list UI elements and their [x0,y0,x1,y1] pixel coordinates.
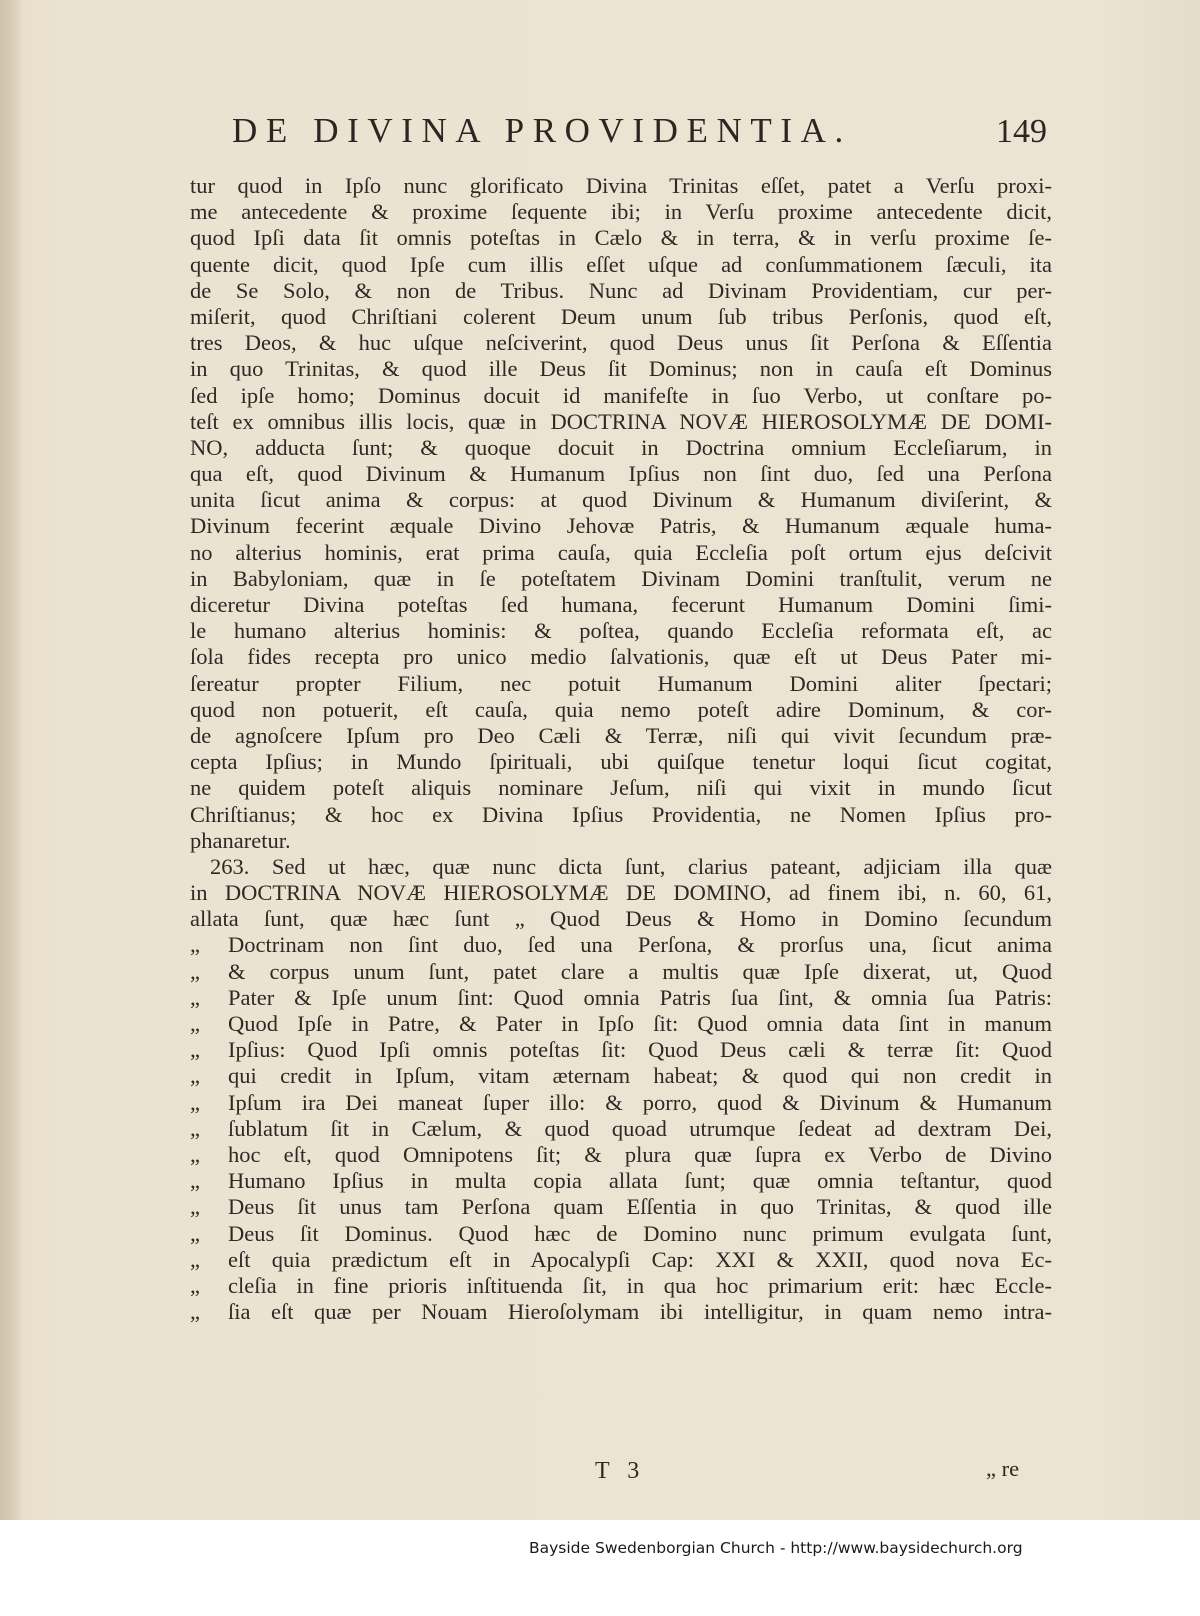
quoted-line [190,1037,1052,1063]
quoted-text: ſia eſt quæ per Nouam Hieroſolymam ibi intelligitur, in quam nemo intra- [228,1299,1052,1325]
text-line: de agnoſcere Ipſum pro Deo Cæli & Terræ, niſi qui vivit ſecundum præ- [190,722,1052,748]
quoted-line [190,1194,1052,1220]
quoted-line [190,1090,1052,1116]
text-line-last: phanaretur. [190,827,291,853]
quote-mark: „ [190,1141,200,1167]
quote-mark: „ [190,932,200,958]
quoted-text: Pater & Ipſe unum ſint: Quod omnia Patris ſua ſint, & omnia ſua Patris: [228,984,1052,1010]
signature-mark: T 3 [595,1458,646,1484]
quote-mark: „ [190,958,200,984]
quoted-line [190,932,1052,958]
quoted-line [190,985,1052,1011]
text-line: quente dicit, quod Ipſe cum illis eſſet uſque ad conſummationem ſæculi, ita [190,251,1052,277]
quoted-line [190,1063,1052,1089]
text-line: cepta Ipſius; in Mundo ſpirituali, ubi quiſque tenetur loqui ſicut cogitat, [190,749,1052,775]
text-line: diceretur Divina poteſtas ſed humana, fecerunt Humanum Domini ſimi- [190,592,1052,617]
quoted-line [190,1011,1052,1037]
text-line: no alterius hominis, erat prima cauſa, quia Eccleſia poſt ortum ejus deſcivit [190,539,1052,565]
quote-mark: „ [190,1299,200,1325]
text-line: qua eſt, quod Divinum & Humanum Ipſius non ſint duo, ſed una Perſona [190,461,1052,487]
text-line: ne quidem poteſt aliquis nominare Jeſum, niſi qui vixit in mundo ſicut [190,775,1052,801]
quoted-line [190,1142,1052,1168]
quoted-text: Quod Ipſe in Patre, & Pater in Ipſo ſit: Quod omnia data ſint in manum [228,1011,1052,1036]
quote-mark: „ [190,1115,200,1141]
quoted-line [190,1299,1052,1325]
watermark-strip [0,1520,1200,1616]
quote-mark: „ [190,1063,200,1089]
paragraph-continued [190,173,1052,854]
text-line: allata ſunt, quæ hæc ſunt „ Quod Deus & Homo in Domino ſecundum [190,906,1052,932]
quoted-text: Deus ſit unus tam Perſona quam Eſſentia in quo Trinitas, & quod ille [228,1194,1052,1220]
text-line: miſerit, quod Chriſtiani colerent Deum unum ſub tribus Perſonis, quod eſt, [190,303,1052,329]
text-line: ſed ipſe homo; Dominus docuit id manifeſte in ſuo Verbo, ut conſtare po- [190,382,1052,408]
text-line: in quo Trinitas, & quod ille Deus ſit Dominus; non in cauſa eſt Dominus [190,356,1052,382]
text-line: in Babyloniam, quæ in ſe poteſtatem Divinam Domini tranſtulit, verum ne [190,565,1052,591]
quoted-text: hoc eſt, quod Omnipotens ſit; & plura quæ ſupra ex Verbo de Divino [228,1141,1052,1167]
text-line: teſt ex omnibus illis locis, quæ in DOCTRINA NOVÆ HIEROSOLYMÆ DE DOMI- [190,408,1052,434]
quote-mark: „ [190,1089,200,1115]
page-number: 149 [996,113,1047,150]
quoted-text: Ipſum ira Dei maneat ſuper illo: & porro, quod & Divinum & Humanum [228,1089,1052,1115]
quote-mark: „ [190,1220,200,1246]
text-line: quod Ipſi data ſit omnis poteſtas in Cælo & in terra, & in verſu proxime ſe- [190,225,1052,251]
catchword: „ re [986,1456,1020,1481]
text-line: NO, adducta ſunt; & quoque docuit in Doctrina omnium Eccleſiarum, in [190,434,1052,460]
text-line: me antecedente & proxime ſequente ibi; in Verſu proxime antecedente dicit, [190,199,1052,225]
quoted-text: Ipſius: Quod Ipſi omnis poteſtas ſit: Quod Deus cæli & terræ ſit: Quod [228,1037,1052,1063]
quoted-line [190,1273,1052,1299]
quote-mark: „ [190,1011,200,1036]
quote-mark: „ [190,1246,200,1272]
quote-mark: „ [190,1272,200,1298]
quoted-line [190,959,1052,985]
quoted-text: Humano Ipſius in multa copia allata ſunt; quæ omnia teſtantur, quod [228,1168,1052,1194]
quoted-text: cleſia in fine prioris inſtituenda ſit, in qua hoc primarium erit: hæc Eccle- [228,1272,1052,1298]
text-line: de Se Solo, & non de Tribus. Nunc ad Divinam Providentiam, cur per- [190,277,1052,303]
quoted-text: eſt quia prædictum eſt in Apocalypſi Cap: XXI & XXII, quod nova Ec- [228,1246,1052,1272]
quoted-line [190,1116,1052,1142]
quote-mark: „ [190,1037,200,1063]
quote-mark: „ [190,1194,200,1220]
text-line: le humano alterius hominis: & poſtea, quando Eccleſia reformata eſt, ac [190,618,1052,644]
text-line: tres Deos, & huc uſque neſciverint, quod Deus unus ſit Perſona & Eſſentia [190,330,1052,356]
text-line: Divinum fecerint æquale Divino Jehovæ Patris, & Humanum æquale huma- [190,513,1052,539]
running-title: DE DIVINA PROVIDENTIA. [232,111,852,150]
text-line: unita ſicut anima & corpus: at quod Divinum & Humanum diviſerint, & [190,487,1052,513]
quoted-text: & corpus unum ſunt, patet clare a multis quæ Ipſe dixerat, ut, Quod [228,958,1052,984]
paragraph-number-line: 263. Sed ut hæc, quæ nunc dicta ſunt, clarius pateant, adjiciam illa quæ [210,853,1052,879]
text-line: quod non potuerit, eſt cauſa, quia nemo poteſt adire Dominum, & cor- [190,696,1052,722]
body-text [190,173,1052,1325]
text-line: tur quod in Ipſo nunc glorificato Divina Trinitas eſſet, patet a Verſu proxi- [190,173,1052,198]
quoted-text: ſublatum ſit in Cælum, & quod quoad utrumque ſedeat ad dextram Dei, [228,1115,1052,1141]
text-line: ſereatur propter Filium, nec potuit Humanum Domini aliter ſpectari; [190,670,1052,696]
source-credit: Bayside Swedenborgian Church - http://www.baysidechurch.org [529,1539,1023,1557]
quoted-text: qui credit in Ipſum, vitam æternam habeat; & quod qui non credit in [228,1063,1052,1089]
binding-gutter-shadow [0,0,24,1616]
quoted-text: Doctrinam non ſint duo, ſed una Perſona, & prorſus una, ſicut anima [228,932,1052,958]
text-line: in DOCTRINA NOVÆ HIEROSOLYMÆ DE DOMINO, ad finem ibi, n. 60, 61, [190,880,1052,906]
quoted-line [190,1247,1052,1273]
quoted-line [190,1221,1052,1247]
paragraph-263 [190,854,1052,1325]
quote-mark: „ [190,984,200,1010]
text-line: Chriſtianus; & hoc ex Divina Ipſius Providentia, ne Nomen Ipſius pro- [190,801,1052,827]
quoted-line [190,1168,1052,1194]
quote-mark: „ [190,1168,200,1194]
quoted-text: Deus ſit Dominus. Quod hæc de Domino nunc primum evulgata ſunt, [228,1220,1052,1246]
text-line: ſola fides recepta pro unico medio ſalvationis, quæ eſt ut Deus Pater mi- [190,644,1052,670]
